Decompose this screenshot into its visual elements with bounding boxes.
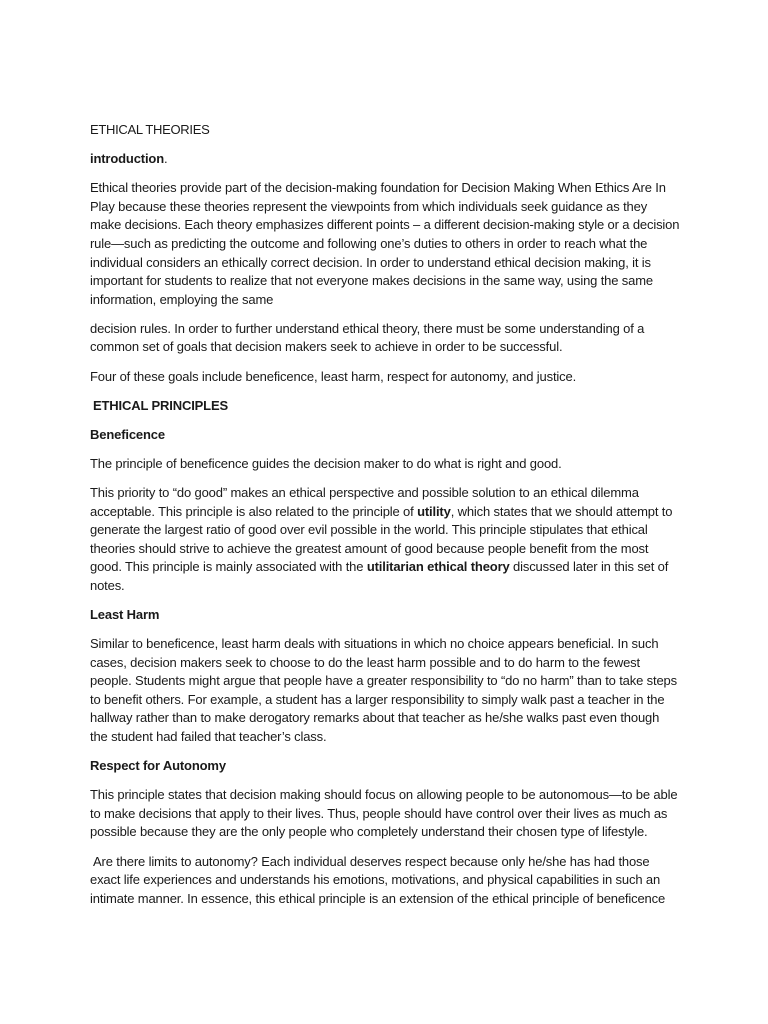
beneficence-p2-text-2: , which states that we should attempt to generate the largest ratio of good over evil possible in the world. This principle stipulates that ethical theories should strive to achieve the greatest amount of good because people benefit from the most good. This principle is mainly associated with the	[90, 503, 673, 575]
beneficence-paragraph-2	[90, 484, 680, 596]
intro-paragraph-2: decision rules. In order to further understand ethical theory, there must be some understanding of a common set of goals that decision makers seek to achieve in order to be successful.	[90, 320, 645, 355]
intro-heading: introduction	[90, 151, 165, 167]
autonomy-paragraph-1: This principle states that decision making should focus on allowing people to be autonomous—to be able to make decisions that apply to their lives. Thus, people should have control over their lives as much as possible because they are the only people who completely understand their chosen type of lifestyle.	[90, 787, 678, 840]
autonomy-heading: Respect for Autonomy	[90, 758, 226, 774]
least-harm-heading: Least Harm	[90, 606, 160, 622]
document-title: ETHICAL THEORIES	[90, 122, 210, 137]
principles-heading: ETHICAL PRINCIPLES	[93, 397, 229, 413]
beneficence-p2-text-1: This priority to “do good” makes an ethical perspective and possible solution to an ethical dilemma acceptable. This principle is also related to the principle of	[90, 484, 639, 519]
beneficence-heading: Beneficence	[90, 426, 165, 442]
utility-term: utility	[417, 503, 451, 519]
intro-heading-suffix: .	[164, 151, 168, 167]
intro-paragraph-3: Four of these goals include beneficence, least harm, respect for autonomy, and justice.	[90, 368, 577, 384]
utilitarian-theory-term: utilitarian ethical theory	[366, 559, 510, 575]
beneficence-p2-text-3: discussed later in this set of notes.	[90, 559, 669, 593]
beneficence-paragraph-1: The principle of beneficence guides the decision maker to do what is right and good.	[90, 455, 562, 471]
autonomy-paragraph-2: Are there limits to autonomy? Each individual deserves respect because only he/she has had those exact life experiences and understands his emotions, motivations, and physical capabilities in such an intimate manner. In essence, this ethical principle is an extension of the ethical principle of beneficence	[90, 853, 666, 906]
least-harm-paragraph: Similar to beneficence, least harm deals with situations in which no choice appears beneficial. In such cases, decision makers seek to choose to do the least harm possible and to do harm to the fewest people. Students might argue that people have a greater responsibility to “do no harm” than to take steps to benefit others. For example, a student has a larger responsibility to simply walk past a teacher in the hallway rather than to make derogatory remarks about that teacher as he/she walks past even though the student had failed that teacher’s class.	[90, 636, 677, 745]
intro-heading-line	[90, 150, 680, 169]
document-body	[90, 121, 680, 919]
intro-paragraph-1: Ethical theories provide part of the decision-making foundation for Decision Making When Ethics Are In Play because these theories represent the viewpoints from which individuals seek guidance as they make decisions. Each theory emphasizes different points – a different decision-making style or a decision rule—such as predicting the outcome and following one’s duties to others in order to reach what the individual considers an ethically correct decision. In order to understand ethical decision making, it is important for students to realize that not everyone makes decisions in the same way, using the same information, employing the same	[90, 180, 680, 307]
